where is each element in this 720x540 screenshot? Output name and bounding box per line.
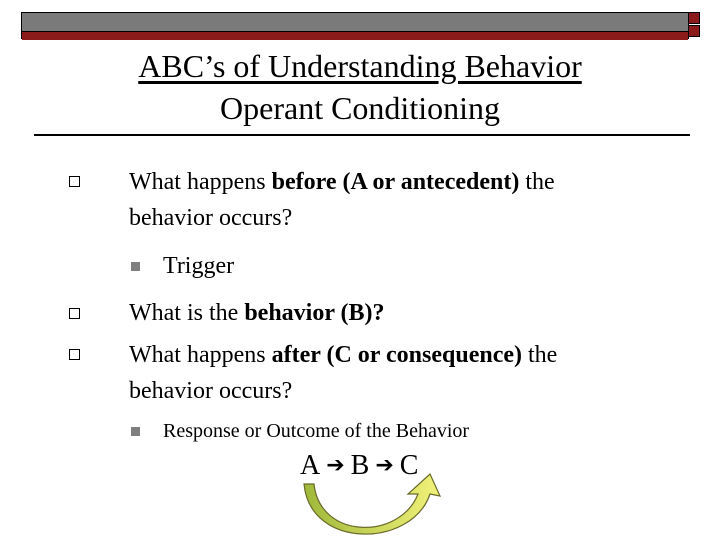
title-divider bbox=[34, 134, 690, 136]
bullet-3-post: the bbox=[522, 342, 558, 368]
bullet-3 bbox=[129, 337, 689, 409]
bullet-1-pre: What happens bbox=[129, 169, 272, 195]
header-band bbox=[21, 12, 689, 39]
bullet-1 bbox=[129, 164, 689, 236]
slide-title-text: ABC’s of Understanding Behavior bbox=[138, 48, 582, 84]
sub-bullet-response-square-icon bbox=[131, 427, 140, 436]
right-arrow-icon: ➔ bbox=[375, 453, 394, 478]
bullet-2-pre: What is the bbox=[129, 300, 245, 326]
abc-letter-a: A bbox=[300, 450, 321, 481]
slide-subtitle: Operant Conditioning bbox=[220, 90, 500, 126]
right-arrow-icon: ➔ bbox=[326, 453, 345, 478]
abc-letter-c: C bbox=[399, 450, 419, 481]
sub-bullet-response: Response or Outcome of the Behavior bbox=[163, 420, 470, 442]
bullet-3-pre: What happens bbox=[129, 342, 272, 368]
sub-bullet-trigger-square-icon bbox=[131, 262, 140, 271]
bullet-2-hollow-square-icon bbox=[69, 308, 80, 319]
bullet-3-line2: behavior occurs? bbox=[129, 378, 293, 404]
bullet-3-bold: after (C or consequence) bbox=[271, 342, 523, 368]
bullet-2 bbox=[129, 295, 689, 331]
abc-letter-b: B bbox=[350, 450, 370, 481]
abc-sequence bbox=[300, 450, 418, 482]
bullet-3-hollow-square-icon bbox=[69, 349, 80, 360]
bullet-1-line2: behavior occurs? bbox=[129, 205, 293, 231]
slide-title bbox=[0, 48, 720, 84]
corner-box-1 bbox=[688, 12, 700, 24]
bullet-1-bold: before (A or antecedent) bbox=[271, 169, 520, 195]
bullet-1-hollow-square-icon bbox=[69, 176, 80, 187]
header-band-stripe bbox=[22, 31, 688, 40]
corner-box-2 bbox=[688, 25, 700, 37]
bullet-2-bold: behavior (B)? bbox=[244, 300, 385, 326]
bullet-1-post: the bbox=[519, 169, 555, 195]
sub-bullet-trigger: Trigger bbox=[163, 253, 235, 279]
